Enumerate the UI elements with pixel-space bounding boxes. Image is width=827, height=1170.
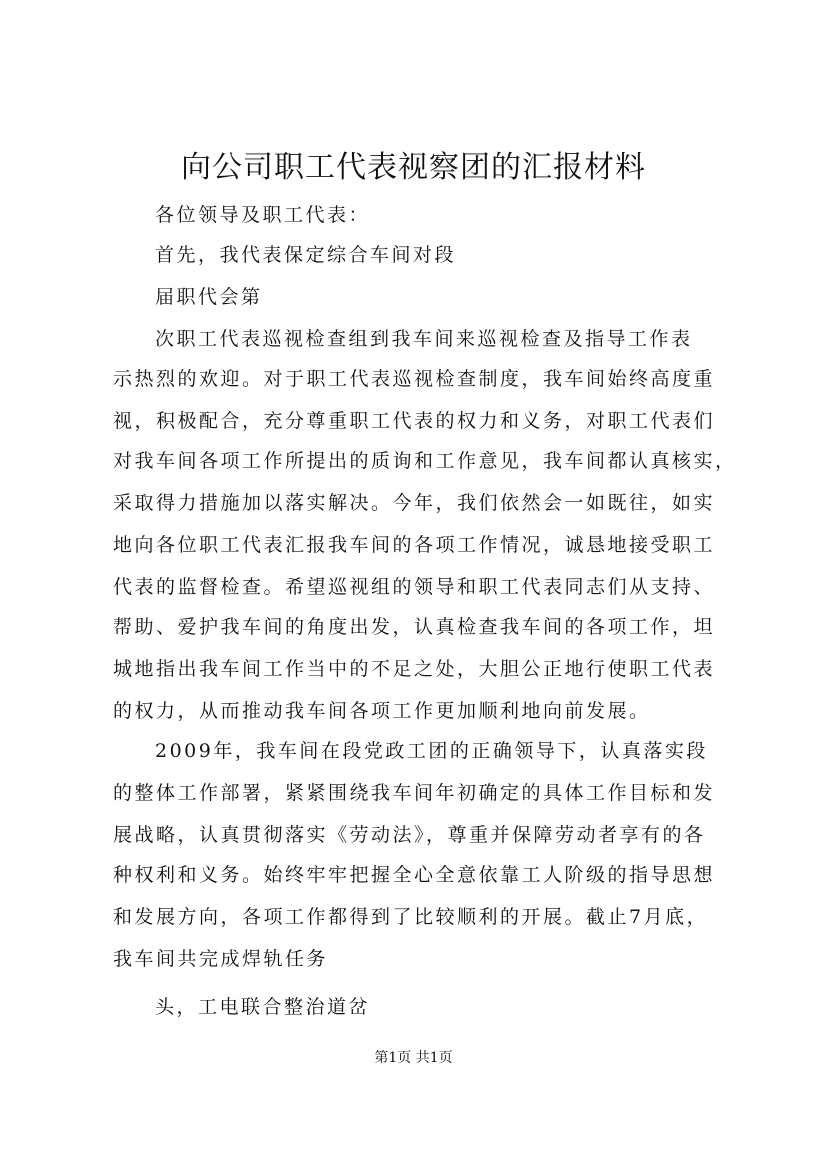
text-line: 各位领导及职工代表： [155, 204, 371, 226]
text-line: 我车间共完成焊轨任务 [113, 948, 329, 970]
text-line: 届职代会第 [155, 286, 263, 308]
text-line: 采取得力措施加以落实解决。今年，我们依然会一如既往，如实 [113, 492, 716, 514]
text-line: 城地指出我车间工作当中的不足之处，大胆公正地行使职工代表 [113, 658, 716, 680]
text-line: 的权力，从而推动我车间各项工作更加顺利地向前发展。 [113, 700, 651, 722]
text-line: 展战略，认真贯彻落实《劳动法》，尊重并保障劳动者享有的各 [113, 824, 706, 846]
text-line: 视，积极配合，充分尊重职工代表的权力和义务，对职工代表们 [113, 410, 716, 432]
text-line: 2009年，我车间在段党政工团的正确领导下，认真落实段 [155, 740, 708, 762]
text-line: 头，工电联合整治道岔 [155, 996, 371, 1018]
text-line: 的整体工作部署，紧紧围绕我车间年初确定的具体工作目标和发 [113, 782, 716, 804]
document-title: 向公司职工代表视察团的汇报材料 [181, 150, 646, 185]
page-footer: 第1页 共1页 [374, 1050, 453, 1066]
text-line: 示热烈的欢迎。对于职工代表巡视检查制度，我车间始终高度重 [113, 368, 716, 390]
text-line: 和发展方向，各项工作都得到了比较顺利的开展。截止7月底， [113, 906, 709, 928]
text-line: 对我车间各项工作所提出的质询和工作意见，我车间都认真核实， [113, 450, 737, 472]
text-line: 首先，我代表保定综合车间对段 [155, 244, 457, 266]
text-line: 帮助、爱护我车间的角度出发，认真检查我车间的各项工作，坦 [113, 616, 716, 638]
text-line: 代表的监督检查。希望巡视组的领导和职工代表同志们从支持、 [113, 576, 716, 598]
text-line: 次职工代表巡视检查组到我车间来巡视检查及指导工作表 [155, 328, 693, 350]
text-line: 种权利和义务。始终牢牢把握全心全意依靠工人阶级的指导思想 [113, 864, 716, 886]
text-line: 地向各位职工代表汇报我车间的各项工作情况，诚恳地接受职工 [113, 534, 716, 556]
